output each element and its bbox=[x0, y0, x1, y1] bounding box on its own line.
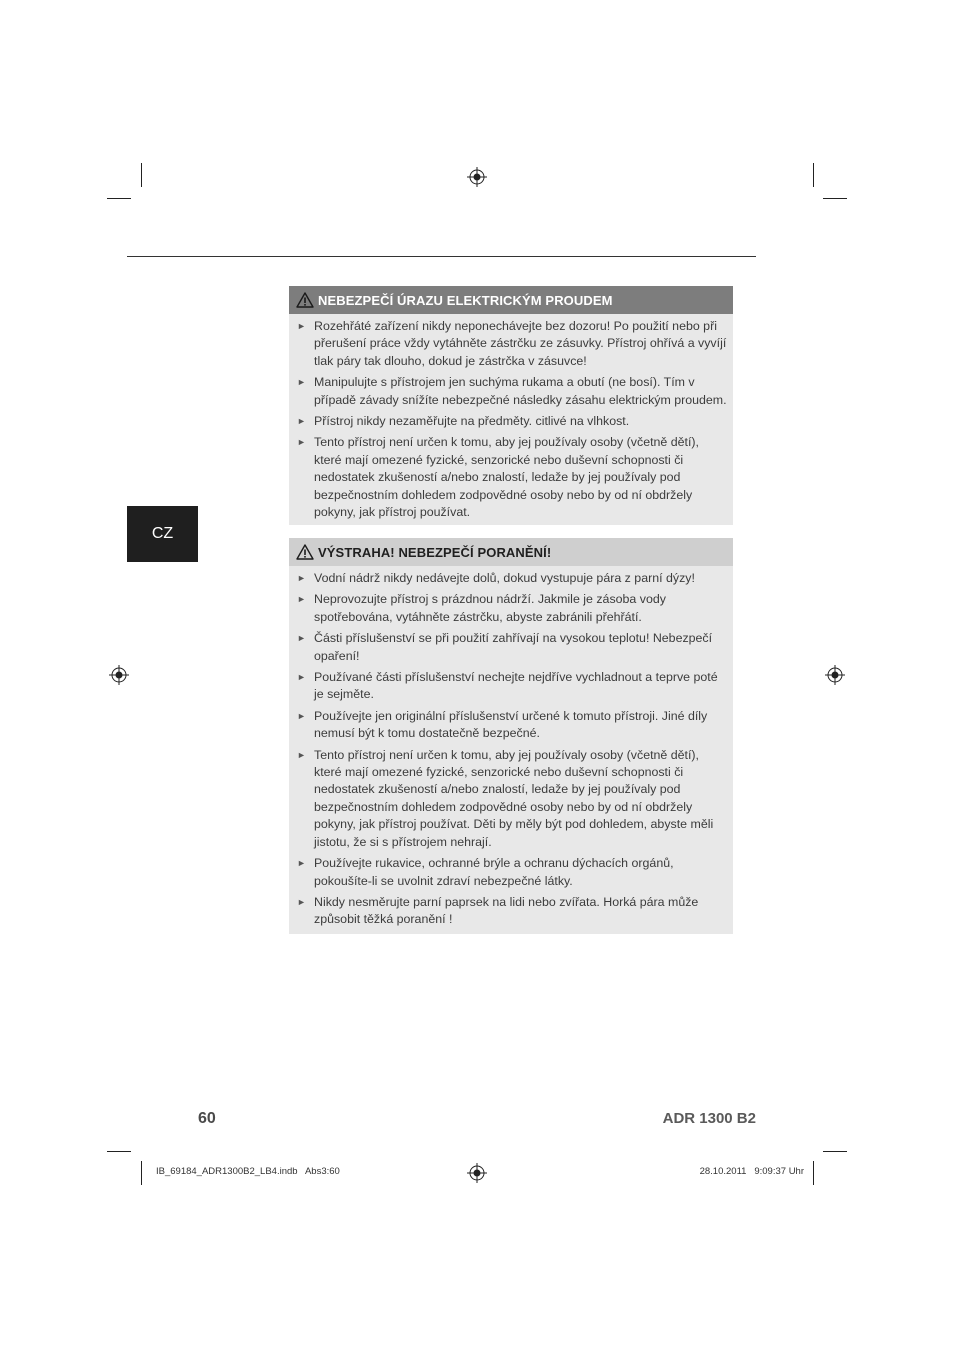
list-item: ► Nikdy nesměrujte parní paprsek na lidi nebo zvířata. Horká pára může způsobit těžká poranění ! bbox=[297, 894, 699, 927]
registration-mark-icon bbox=[467, 167, 487, 187]
warning-list bbox=[289, 314, 733, 529]
header-rule bbox=[127, 256, 756, 257]
section-header bbox=[289, 538, 733, 566]
crop-mark bbox=[141, 163, 142, 187]
bullet-arrow-icon: ► bbox=[297, 573, 306, 583]
electric-shock-warning-box bbox=[289, 286, 733, 525]
bullet-arrow-icon: ► bbox=[297, 710, 306, 721]
warning-list bbox=[289, 566, 733, 937]
crop-mark bbox=[823, 1151, 847, 1152]
section-title: VÝSTRAHA! NEBEZPEČÍ PORANĚNÍ! bbox=[318, 544, 552, 560]
list-item: ► Vodní nádrž nikdy nedávejte dolů, dokud vystupuje pára z parní dýzy! bbox=[297, 570, 727, 587]
list-item: ► Používané části příslušenství nechejte nejdříve vychladnout a teprve poté je sejměte. bbox=[297, 670, 718, 702]
bullet-arrow-icon: ► bbox=[297, 321, 306, 331]
list-item: ► Používejte rukavice, ochranné brýle a ochranu dýchacích orgánů, pokoušíte-li se uvolnit zdraví nebezpečné látky. bbox=[297, 856, 674, 888]
bullet-arrow-icon: ► bbox=[297, 633, 306, 644]
bullet-arrow-icon: ► bbox=[297, 896, 306, 907]
crop-mark bbox=[813, 1161, 814, 1185]
list-item: ► Tento přístroj není určen k tomu, aby jej používaly osoby (včetně dětí), které mají omezené fyzické, senzorické nebo duševní schopnosti či nedostatek zkušeností a/nebo znalostí, ledaže by jej používaly pod bezpečnostním dohledem zodpovědné osoby nebo by od ní obdržely pokyny, jak přístroj používat. Děti by měly být pod dohledem, abyste měli jistotu, že si s přístrojem nehrají. bbox=[297, 747, 714, 849]
print-slug-date: 28.10.2011 9:09:37 Uhr bbox=[699, 1166, 804, 1177]
section-title: NEBEZPEČÍ ÚRAZU ELEKTRICKÝM PROUDEM bbox=[318, 292, 613, 308]
page-number: 60 bbox=[198, 1110, 216, 1127]
bullet-arrow-icon: ► bbox=[297, 416, 306, 427]
crop-mark bbox=[813, 163, 814, 187]
bullet-arrow-icon: ► bbox=[297, 672, 306, 683]
list-item: ► Tento přístroj není určen k tomu, aby jej používaly osoby (včetně dětí), které mají omezené fyzické, senzorické nebo duševní schopnosti či nedostatek zkušeností a/nebo znalostí, ledaže by jej používaly pod bezpečnostním dohledem zodpovědné osoby nebo by od ní obdržely pokyny, jak přístroj používat. bbox=[297, 435, 699, 520]
section-header bbox=[289, 286, 733, 314]
crop-mark bbox=[823, 198, 847, 199]
crop-mark bbox=[141, 1161, 142, 1185]
warning-triangle-icon bbox=[296, 544, 314, 560]
injury-warning-box bbox=[289, 538, 733, 934]
bullet-arrow-icon: ► bbox=[297, 749, 306, 760]
list-item: ► Manipulujte s přístrojem jen suchýma rukama a obutí (ne bosí). Tím v případě závady snížíte nebezpečné následky zásahu elektrickým proudem. bbox=[297, 375, 727, 407]
registration-mark-icon bbox=[825, 665, 845, 685]
bullet-arrow-icon: ► bbox=[297, 377, 306, 388]
model-name: ADR 1300 B2 bbox=[662, 1110, 756, 1127]
crop-mark bbox=[107, 1151, 131, 1152]
print-slug-file: IB_69184_ADR1300B2_LB4.indb Abs3:60 bbox=[156, 1166, 340, 1177]
crop-mark bbox=[107, 198, 131, 199]
list-item: ► Přístroj nikdy nezaměřujte na předměty. citlivé na vlhkost. bbox=[297, 413, 727, 430]
list-item: ► Používejte jen originální příslušenství určené k tomuto přístroji. Jiné díly nemusí být k tomu dostatečně bezpečné. bbox=[297, 708, 708, 741]
bullet-arrow-icon: ► bbox=[297, 437, 306, 448]
warning-triangle-icon bbox=[296, 292, 314, 308]
bullet-arrow-icon: ► bbox=[297, 858, 306, 869]
registration-mark-icon bbox=[467, 1163, 487, 1183]
list-item: ► Neprovozujte přístroj s prázdnou nádrží. Jakmile je zásoba vody spotřebována, vytáhněte zástrčku, abyste zabránili přehřátí. bbox=[297, 592, 666, 624]
list-item: ► Rozehřáté zařízení nikdy neponechávejte bez dozoru! Po použití nebo při přerušení práce vždy vytáhněte zástrčku ze zásuvky. Přístroj ohřívá a vyvíjí tlak páry tak dlouho, dokud je zástrčka v zásuvce! bbox=[297, 319, 727, 368]
registration-mark-icon bbox=[109, 665, 129, 685]
bullet-arrow-icon: ► bbox=[297, 594, 306, 605]
list-item: ► Části příslušenství se při použití zahřívají na vysokou teplotu! Nebezpečí opaření! bbox=[297, 631, 713, 663]
language-tab: CZ bbox=[127, 506, 198, 562]
